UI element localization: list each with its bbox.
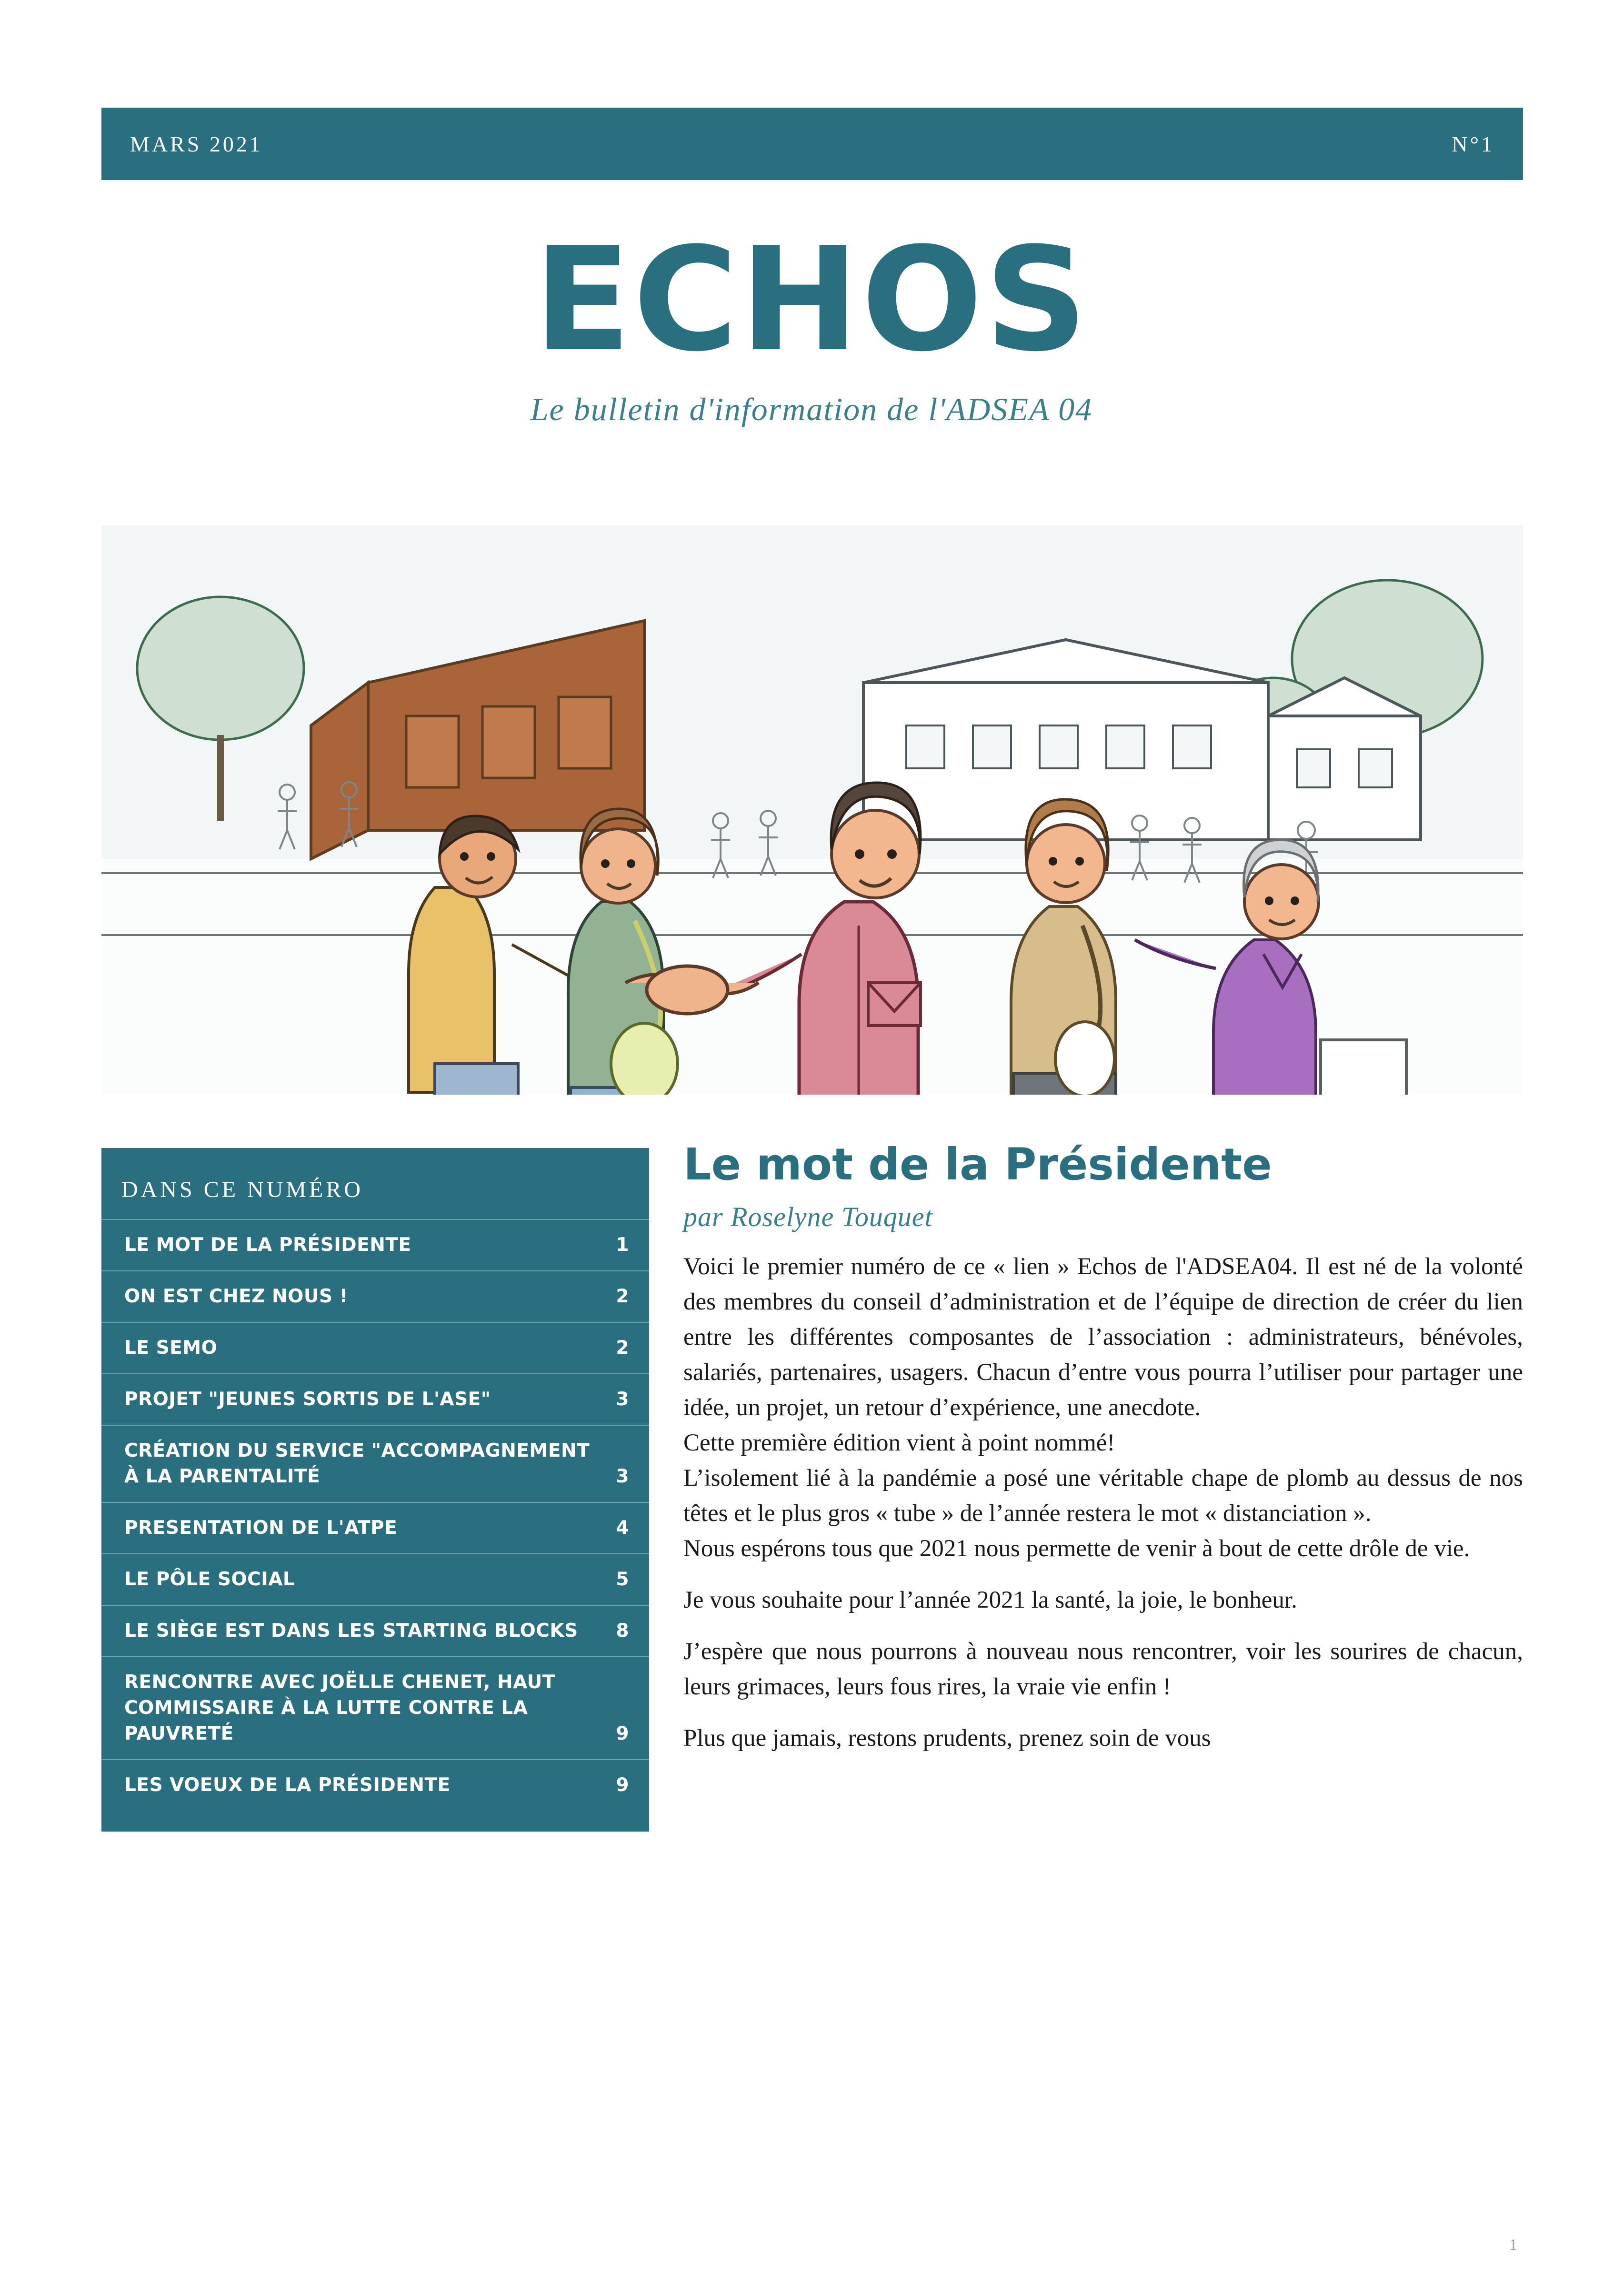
toc-entry-page: 8 [616,1620,629,1641]
toc-entry[interactable] [101,1759,649,1811]
issue-date: MARS 2021 [130,131,263,156]
toc-entry-label: RENCONTRE AVEC JOËLLE CHENET, HAUT COMMISSAIRE À LA LUTTE CONTRE LA PAUVRETÉ [124,1672,555,1744]
toc-entry-page: 2 [616,1286,629,1307]
toc-entry[interactable] [101,1656,649,1759]
article-paragraph: Je vous souhaite pour l’année 2021 la santé, la joie, le bonheur. [683,1587,1297,1613]
toc-entry-page: 3 [616,1389,629,1410]
publication-title: ECHOS [533,217,1090,383]
article-byline: par Roselyne Touquet [683,1201,933,1232]
toc-entry-page: 9 [616,1774,629,1796]
issue-number: N°1 [1452,131,1494,156]
toc-entry[interactable] [101,1425,649,1502]
toc-entry-page: 9 [616,1723,629,1744]
toc-entry-label: LE SEMO [124,1337,218,1359]
toc-entry-page: 4 [616,1517,629,1539]
toc-entry-page: 1 [616,1234,629,1256]
table-of-contents [101,1148,649,1832]
toc-entry-page: 2 [616,1337,629,1359]
toc-entry[interactable] [101,1502,649,1553]
masthead [0,217,1623,428]
toc-entry[interactable] [101,1219,649,1270]
toc-entry[interactable] [101,1553,649,1605]
toc-entry-label: PRESENTATION DE L'ATPE [124,1517,398,1539]
lead-article [683,1141,1523,1756]
toc-heading: DANS CE NUMÉRO [121,1177,364,1202]
article-paragraph: Nous espérons tous que 2021 nous permette de venir à bout de cette drôle de vie. [683,1535,1470,1562]
toc-entry-label: LE SIÈGE EST DANS LES STARTING BLOCKS [124,1620,578,1641]
hero-illustration-svg [101,525,1523,1095]
article-paragraph: L’isolement lié à la pandémie a posé une véritable chape de plomb au dessus de nos têtes et le plus gros « tube » de l’année restera le mot « distanciation ». [683,1465,1523,1527]
header-bar [101,108,1523,180]
toc-entry-label: CRÉATION DU SERVICE "ACCOMPAGNEMENT À LA PARENTALITÉ [124,1440,590,1487]
toc-entry-page: 5 [616,1569,629,1590]
toc-entry-label: LE PÔLE SOCIAL [124,1569,295,1590]
article-title: Le mot de la Présidente [683,1139,1272,1190]
toc-entry[interactable] [101,1270,649,1322]
article-paragraph: Cette première édition vient à point nommé! [683,1430,1115,1456]
toc-entry[interactable] [101,1322,649,1373]
article-paragraph: J’espère que nous pourrons à nouveau nous rencontrer, voir les sourires de chacun, leurs grimaces, leurs fous rires, la vraie vie enfin ! [683,1638,1523,1700]
article-paragraph: Voici le premier numéro de ce « lien » Echos de l'ADSEA04. Il est né de la volonté des membres du conseil d’administration et de l’équipe de direction de créer du lien entre les différentes composantes de l’association : administrateurs, bénévoles, salariés, partenaires, usagers. Chacun d’entre vous pourra l’utiliser pour partager une idée, un projet, un retour d’expérience, une anecdote. [683,1253,1523,1421]
toc-entry-label: LE MOT DE LA PRÉSIDENTE [124,1234,411,1256]
publication-subtitle: Le bulletin d'information de l'ADSEA 04 [530,391,1093,427]
toc-entry-page: 3 [616,1466,629,1487]
article-paragraph: Plus que jamais, restons prudents, prenez soin de vous [683,1725,1211,1752]
toc-entry-label: ON EST CHEZ NOUS ! [124,1286,348,1307]
toc-entry[interactable] [101,1605,649,1656]
toc-entry-label: LES VOEUX DE LA PRÉSIDENTE [124,1774,451,1796]
hero-illustration [101,525,1523,1095]
page-number: 1 [1509,2236,1517,2254]
toc-entry[interactable] [101,1373,649,1425]
toc-entry-label: PROJET "JEUNES SORTIS DE L'ASE" [124,1389,491,1410]
toc-list [101,1219,649,1811]
